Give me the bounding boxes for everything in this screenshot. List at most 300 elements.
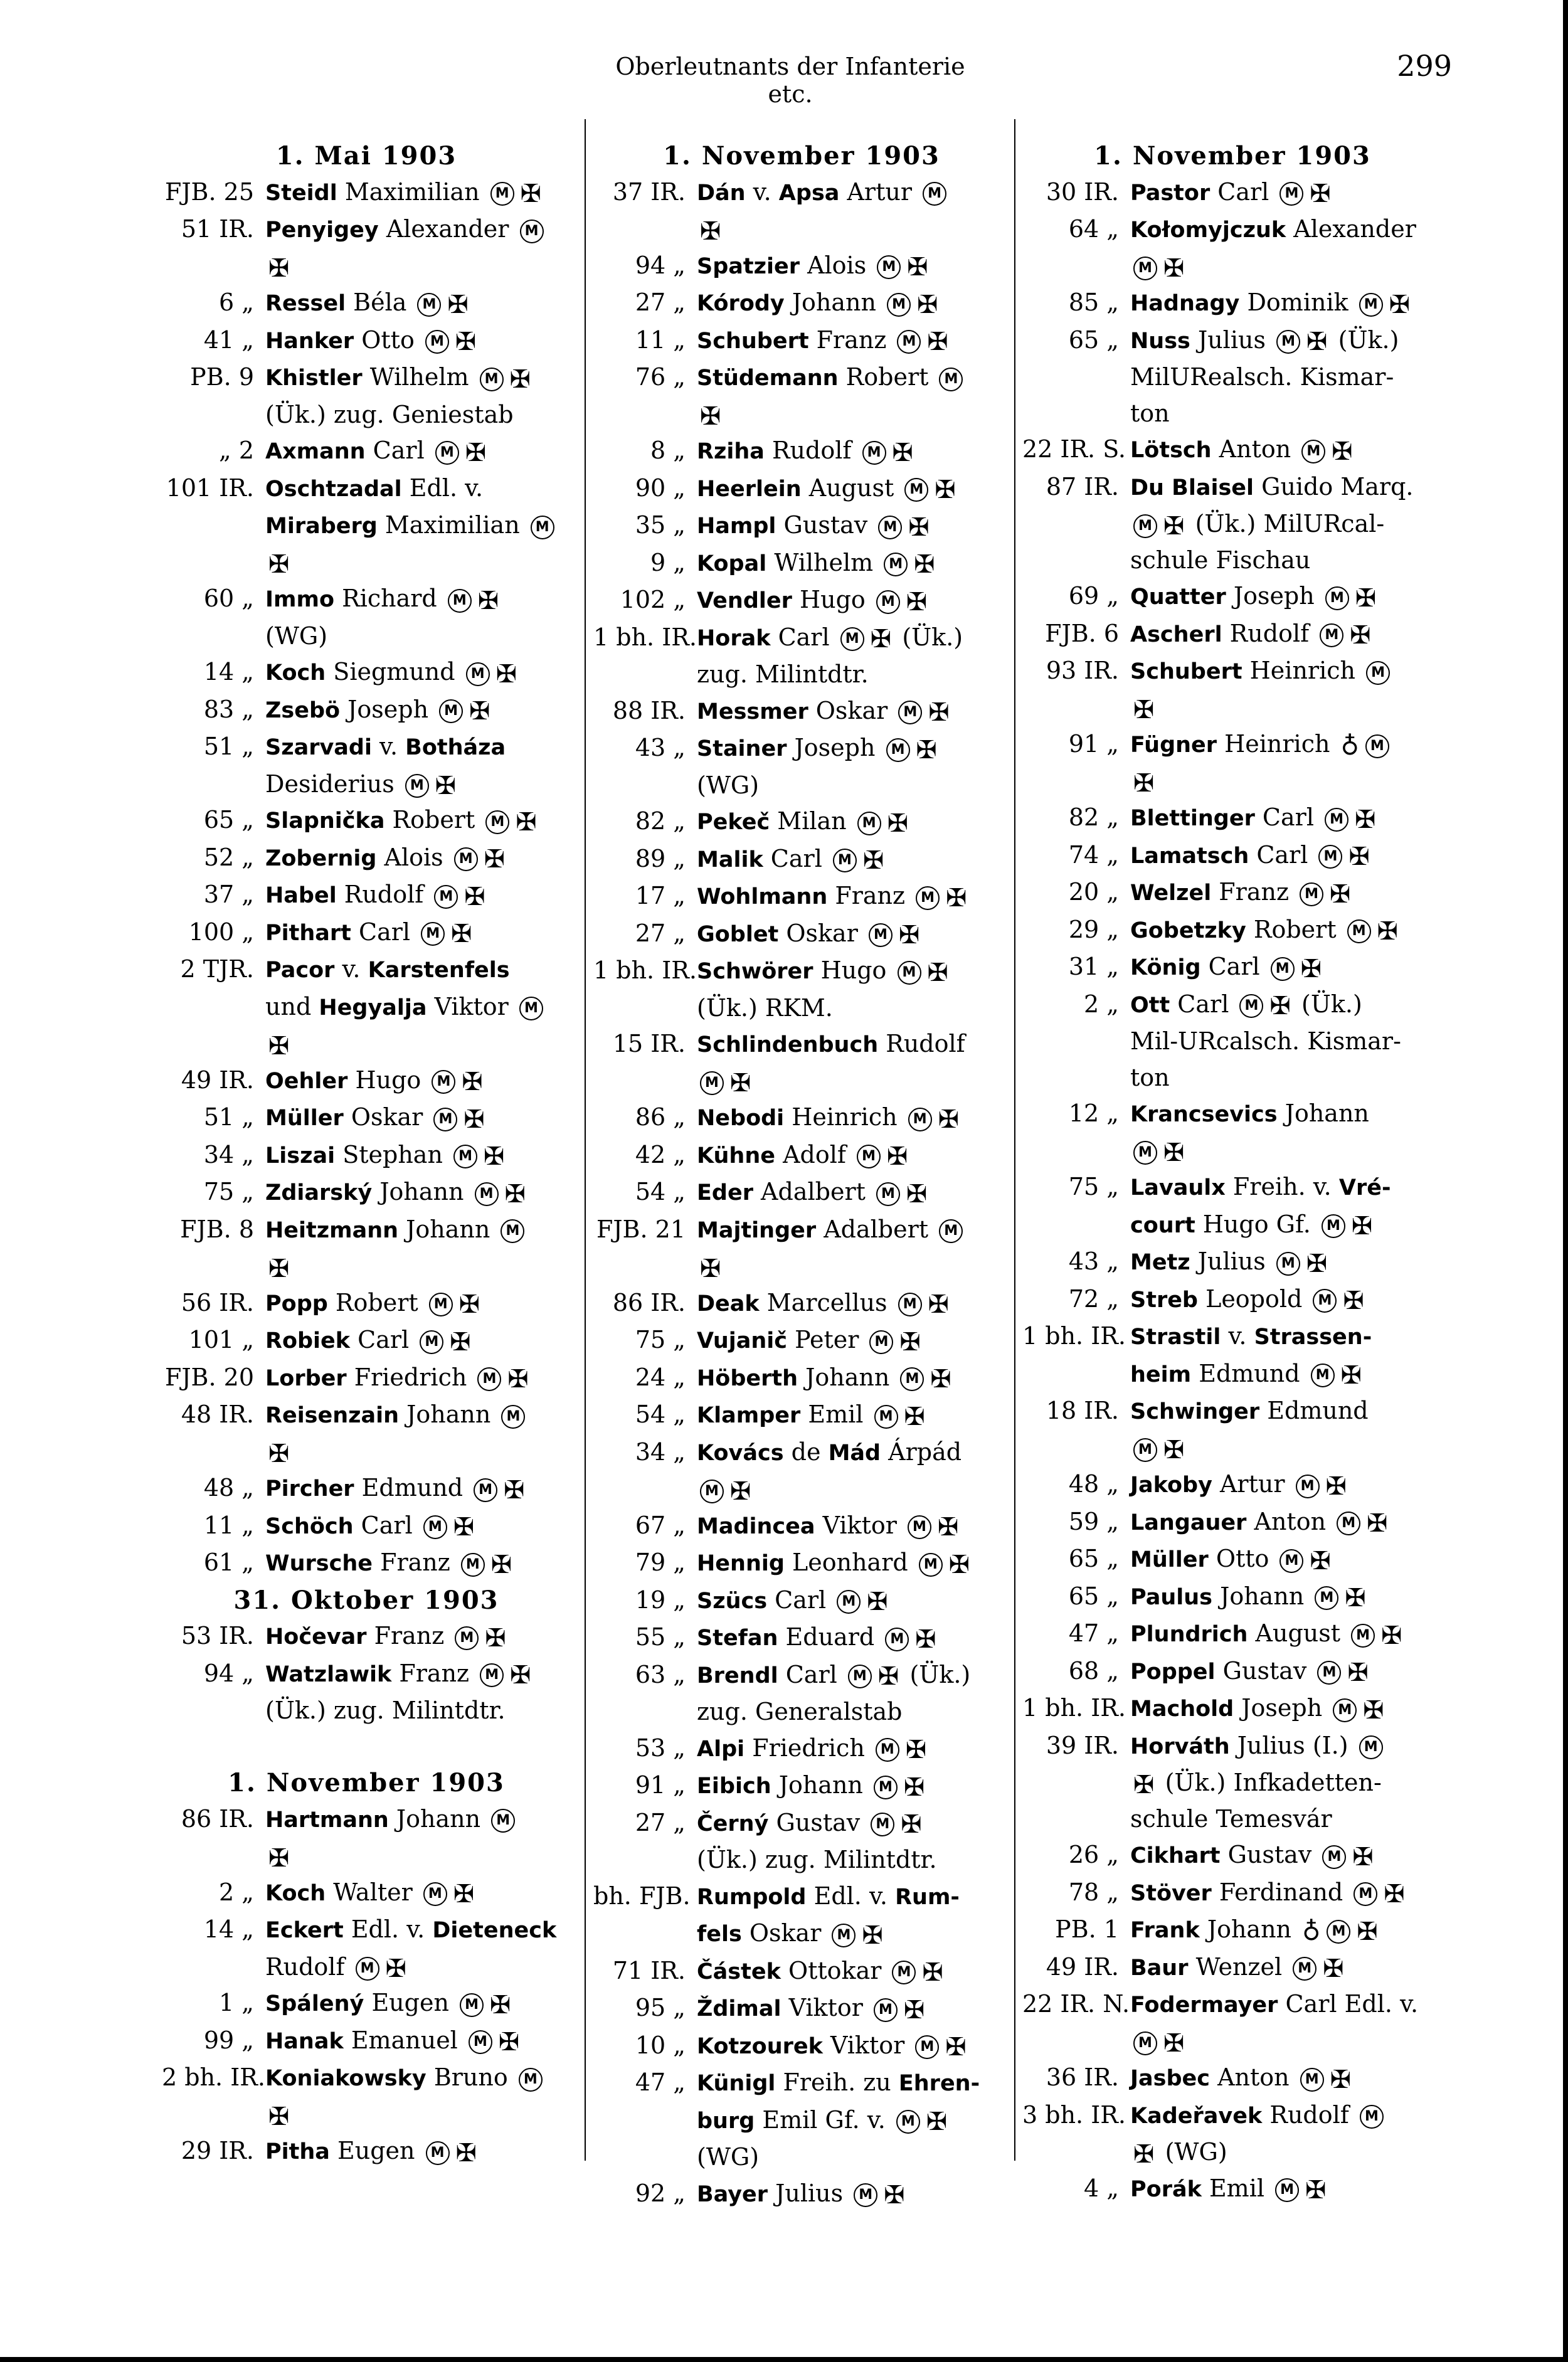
merit-m-icon: M	[520, 220, 544, 243]
merit-m-icon: M	[432, 1070, 455, 1094]
entry-detail: Franz	[808, 326, 894, 354]
entry-detail: Julius	[1190, 1247, 1273, 1275]
list-entry	[593, 1657, 1010, 1730]
entry-line	[1130, 469, 1443, 507]
cross-decoration-icon: ✠	[1310, 179, 1331, 208]
cross-decoration-icon: ✠	[898, 921, 920, 950]
merit-m-icon: M	[356, 1957, 379, 1981]
list-entry	[593, 433, 1010, 470]
regiment-label: 48 „	[203, 1474, 254, 1501]
list-entry	[1022, 1690, 1443, 1728]
merit-m-icon: M	[833, 849, 857, 872]
regiment-label: 82 „	[1068, 803, 1119, 831]
cross-decoration-icon: ✠	[1133, 2139, 1155, 2169]
cross-decoration-icon: ✠	[1389, 290, 1411, 319]
merit-m-icon: M	[1320, 623, 1343, 647]
merit-m-icon: M	[1315, 1586, 1338, 1610]
surname: Porák	[1130, 2176, 1202, 2202]
list-entry	[593, 1026, 1010, 1099]
entry-line	[1130, 1541, 1443, 1579]
merit-m-icon: M	[923, 182, 946, 206]
entry-text	[697, 620, 1010, 693]
list-entry	[162, 1985, 571, 2023]
merit-m-icon: M	[1279, 182, 1303, 206]
entry-line	[697, 1953, 1010, 1991]
regiment-label: 65 „	[1068, 1582, 1119, 1610]
regiment-label: 82 „	[635, 807, 686, 835]
cross-decoration-icon: ✠	[516, 807, 537, 837]
surname: Pithart	[265, 920, 351, 946]
entry-detail: Viktor	[426, 992, 516, 1020]
surname: Lorber	[265, 1365, 347, 1391]
cross-decoration-icon: ✠	[884, 2181, 905, 2210]
regiment-label: 95 „	[635, 1994, 686, 2021]
entry-text	[265, 877, 571, 914]
surname: Pitha	[265, 2139, 330, 2164]
entry-detail: v.	[371, 733, 406, 760]
cross-decoration-icon: ✠	[892, 438, 914, 467]
surname: Jasbec	[1130, 2066, 1210, 2091]
entry-detail: Bruno	[426, 2063, 516, 2091]
regiment-label: 61 „	[203, 1549, 254, 1576]
entry-text	[697, 174, 1010, 248]
entry-text	[265, 1618, 571, 1656]
cross-decoration-icon: ✠	[887, 1142, 908, 1171]
list-entry	[593, 693, 1010, 731]
surname: Eckert	[265, 1918, 344, 1943]
entry-line	[1130, 1281, 1443, 1319]
entry-line	[265, 1508, 571, 1545]
list-entry	[1022, 1318, 1443, 1393]
entry-line	[1130, 211, 1443, 249]
entry-text	[1130, 837, 1443, 875]
entry-detail: v.	[1221, 1322, 1254, 1350]
entry-detail: Dominik	[1239, 289, 1356, 316]
regiment-label: 100 „	[188, 918, 254, 946]
entry-detail: Adalbert	[753, 1178, 873, 1205]
entry-line	[697, 1990, 1010, 2028]
list-entry	[593, 2065, 1010, 2176]
cross-decoration-icon: ✠	[938, 1104, 960, 1134]
merit-m-icon: M	[939, 1219, 963, 1243]
list-entry	[593, 2176, 1010, 2213]
surname: Rumpold	[697, 1884, 807, 1910]
surname: Wursche	[265, 1551, 373, 1576]
merit-m-icon: M	[871, 1813, 894, 1836]
list-entry	[1022, 653, 1443, 726]
entry-detail: Gustav	[1220, 1841, 1320, 1868]
merit-m-icon: M	[840, 627, 864, 651]
regiment-label: 78 „	[1068, 1878, 1119, 1906]
entry-line	[697, 433, 1010, 470]
merit-m-icon: M	[1325, 808, 1348, 832]
list-entry	[1022, 800, 1443, 837]
entry-detail: (Ük.) zug. Geniestab	[265, 400, 514, 428]
entry-detail: Friedrich	[346, 1363, 475, 1391]
entry-text	[697, 507, 1010, 545]
entry-detail: Johann	[398, 1215, 498, 1243]
surname: Robiek	[265, 1328, 351, 1353]
entry-text	[697, 1137, 1010, 1175]
list-entry	[1022, 726, 1443, 800]
entry-line	[697, 1249, 1010, 1285]
surname: Částek	[697, 1959, 781, 1984]
entry-line	[697, 803, 1010, 841]
list-entry	[1022, 837, 1443, 875]
entry-line	[265, 1618, 571, 1656]
entry-text	[1130, 1912, 1443, 1949]
regiment-label: 22 IR. N.	[1022, 1990, 1130, 2018]
merit-m-icon: M	[1318, 845, 1342, 869]
surname: Zsebö	[265, 697, 341, 723]
merit-m-icon: M	[916, 886, 940, 910]
surname: Frank	[1130, 1918, 1200, 1943]
entry-detail: August	[801, 474, 902, 502]
entry-line	[265, 1545, 571, 1582]
merit-m-icon: M	[1293, 1957, 1316, 1981]
regiment-label: FJB. 25	[164, 177, 254, 206]
cross-decoration-icon: ✠	[937, 1513, 959, 1542]
merit-m-icon: M	[1365, 734, 1389, 758]
cross-decoration-icon: ✠	[1347, 1658, 1369, 1687]
entry-text	[697, 878, 1010, 916]
entry-line	[265, 2060, 571, 2097]
cross-decoration-icon: ✠	[1163, 2029, 1185, 2058]
entry-line	[697, 1545, 1010, 1582]
entry-line	[265, 2133, 571, 2171]
entry-text	[1130, 912, 1443, 950]
merit-m-icon: M	[915, 2035, 939, 2059]
orb-icon: ♁	[1340, 731, 1359, 761]
cross-decoration-icon: ✠	[1306, 327, 1328, 356]
list-entry	[1022, 1504, 1443, 1542]
list-entry	[593, 1212, 1010, 1285]
regiment-label: 47 „	[1068, 1619, 1119, 1647]
list-entry	[593, 1730, 1010, 1768]
entry-line	[1130, 874, 1443, 912]
entry-detail: (WG)	[265, 622, 328, 650]
entry-detail: ton	[1130, 399, 1170, 427]
entry-detail: Guido Marq.	[1254, 472, 1414, 500]
surname: Liszai	[265, 1143, 336, 1168]
surname: Heitzmann	[265, 1217, 399, 1243]
surname: Kühne	[697, 1143, 775, 1168]
entry-detail: Carl	[763, 844, 830, 872]
list-entry	[162, 1545, 571, 1582]
entry-text	[697, 545, 1010, 583]
entry-detail: Emil	[800, 1401, 871, 1428]
entry-detail: Carl	[770, 623, 837, 651]
entry-line	[697, 1619, 1010, 1657]
surname: Vré-	[1338, 1175, 1391, 1200]
entry-detail: Carl	[767, 1586, 834, 1614]
surname: Hampl	[697, 514, 776, 539]
entry-line	[265, 1912, 571, 1949]
entry-line	[697, 878, 1010, 916]
list-entry	[593, 1322, 1010, 1360]
surname: Slapnička	[265, 808, 385, 834]
merit-m-icon: M	[1313, 1289, 1337, 1313]
entry-detail: Anton	[1210, 2063, 1297, 2091]
cross-decoration-icon: ✠	[451, 919, 472, 948]
entry-detail: (Ük.)	[902, 1660, 971, 1688]
entry-line	[1130, 1690, 1443, 1728]
entry-detail: Anton	[1211, 435, 1299, 463]
surname: Stainer	[697, 736, 787, 761]
entry-detail: Alexander	[378, 215, 517, 243]
cross-decoration-icon: ✠	[455, 2138, 477, 2168]
entry-text	[1130, 1690, 1443, 1728]
list-entry	[162, 692, 571, 729]
entry-text	[1130, 1986, 1443, 2060]
cross-decoration-icon: ✠	[453, 1513, 475, 1542]
entry-detail: (Ük.) RKM.	[697, 993, 833, 1022]
list-entry	[593, 1174, 1010, 1212]
entry-text	[265, 840, 571, 877]
regiment-label: FJB. 6	[1045, 619, 1119, 647]
surname: Habel	[265, 883, 337, 908]
surname: Apsa	[778, 180, 840, 206]
entry-line	[265, 1470, 571, 1508]
regiment-label: 47 „	[635, 2068, 686, 2096]
list-entry	[593, 1508, 1010, 1545]
running-title: Oberleutnants der Infanterie etc.	[615, 53, 965, 108]
entry-line	[1130, 1096, 1443, 1133]
entry-text	[697, 1360, 1010, 1397]
list-entry	[162, 802, 571, 840]
regiment-label: 48 IR.	[181, 1401, 254, 1428]
entry-text	[1130, 800, 1443, 837]
entry-detail: de	[783, 1438, 829, 1466]
list-entry	[593, 803, 1010, 841]
cross-decoration-icon: ✠	[490, 1990, 511, 2020]
entry-text	[265, 2023, 571, 2060]
entry-detail: Béla	[346, 289, 415, 316]
entry-detail: zug. Milintdtr.	[697, 660, 869, 688]
cross-decoration-icon: ✠	[464, 1104, 485, 1134]
entry-text	[1130, 469, 1443, 579]
regiment-label: 1 „	[219, 1989, 254, 2016]
regiment-label: 27 „	[635, 289, 686, 316]
entry-line	[1130, 1579, 1443, 1616]
cross-decoration-icon: ✠	[935, 475, 956, 504]
surname: Hegyalja	[319, 995, 427, 1020]
entry-line	[265, 581, 571, 618]
surname: Karstenfels	[368, 958, 510, 983]
entry-line	[697, 2139, 1010, 2176]
entry-detail: Rudolf	[878, 1030, 965, 1057]
surname: Černý	[697, 1811, 769, 1836]
list-entry	[162, 1174, 571, 1212]
surname: Szücs	[697, 1588, 768, 1614]
regiment-label: 2 „	[219, 1878, 254, 1906]
entry-line	[265, 2097, 571, 2134]
column-rule	[1014, 119, 1015, 2161]
surname: Popp	[265, 1291, 328, 1316]
cross-decoration-icon: ✠	[915, 1624, 936, 1654]
entry-line	[1130, 1431, 1443, 1467]
entry-text	[265, 1508, 571, 1545]
list-entry	[162, 1099, 571, 1137]
entry-line	[697, 1174, 1010, 1212]
entry-line	[265, 433, 571, 470]
list-entry	[1022, 912, 1443, 950]
merit-m-icon: M	[491, 1809, 515, 1833]
entry-detail: zug. Generalstab	[697, 1698, 903, 1725]
merit-m-icon: M	[862, 441, 886, 465]
entry-detail: Rudolf	[764, 437, 859, 464]
entry-line	[265, 654, 571, 692]
merit-m-icon: M	[461, 1553, 485, 1577]
entry-line	[697, 1137, 1010, 1175]
surname: Dieteneck	[432, 1918, 557, 1943]
regiment-label: 65 „	[1068, 326, 1119, 354]
list-entry	[593, 1805, 1010, 1878]
regiment-label: 29 IR.	[181, 2137, 254, 2164]
surname: Welzel	[1130, 881, 1212, 906]
entry-detail: (WG)	[697, 771, 760, 799]
cross-decoration-icon: ✠	[477, 586, 499, 615]
section-heading: 1. November 1903	[1094, 141, 1371, 171]
entry-line	[1130, 2134, 1443, 2171]
cross-decoration-icon: ✠	[504, 1179, 526, 1209]
merit-m-icon: M	[1366, 661, 1390, 685]
entry-detail: Carl	[1170, 990, 1237, 1018]
entry-detail: Robert	[384, 806, 483, 834]
merit-m-icon: M	[892, 1961, 916, 1984]
entry-line	[1130, 1207, 1443, 1244]
cross-decoration-icon: ✠	[1355, 805, 1376, 834]
entry-line	[697, 1805, 1010, 1843]
entry-text	[697, 841, 1010, 879]
list-entry	[593, 620, 1010, 693]
entry-line	[1130, 1875, 1443, 1912]
entry-line	[265, 1985, 571, 2023]
surname: Schubert	[697, 328, 809, 354]
entry-line	[265, 1801, 571, 1839]
merit-m-icon: M	[435, 441, 459, 465]
merit-m-icon: M	[1317, 1661, 1341, 1685]
cross-decoration-icon: ✠	[1350, 621, 1371, 650]
entry-text	[697, 1805, 1010, 1878]
cross-decoration-icon: ✠	[453, 1880, 475, 1909]
cross-decoration-icon: ✠	[905, 1735, 927, 1764]
cross-decoration-icon: ✠	[862, 846, 884, 875]
merit-m-icon: M	[477, 1367, 501, 1391]
merit-m-icon: M	[896, 2110, 920, 2134]
entry-line	[697, 507, 1010, 545]
entry-line	[1130, 1728, 1443, 1766]
list-entry	[1022, 874, 1443, 912]
surname: Ždimal	[697, 1996, 781, 2021]
entry-line	[265, 322, 571, 360]
surname: Alpi	[697, 1736, 745, 1762]
surname: heim	[1130, 1362, 1192, 1387]
entry-detail: Hugo Gf.	[1195, 1210, 1318, 1238]
cross-decoration-icon: ✠	[1269, 992, 1291, 1020]
entry-detail: MilURealsch. Kismar-	[1130, 363, 1394, 391]
entry-detail: Alois	[799, 251, 874, 279]
merit-m-icon: M	[1239, 994, 1263, 1018]
surname: Watzlawik	[265, 1661, 392, 1687]
entry-detail: Emanuel	[343, 2026, 465, 2054]
surname: Koch	[265, 1880, 326, 1906]
entry-text	[265, 470, 571, 581]
regiment-label: 37 IR.	[612, 177, 686, 206]
entry-detail: Alexander	[1286, 215, 1416, 243]
surname: Müller	[265, 1106, 344, 1131]
regiment-label: 31 „	[1068, 953, 1119, 980]
cross-decoration-icon: ✠	[268, 1439, 290, 1468]
list-entry	[162, 1397, 571, 1470]
entry-detail: Robert	[327, 1288, 426, 1316]
merit-m-icon: M	[423, 1882, 447, 1906]
merit-m-icon: M	[1276, 1252, 1300, 1276]
entry-detail: Johann	[388, 1804, 489, 1833]
cross-decoration-icon: ✠	[948, 1550, 970, 1579]
entry-text	[697, 248, 1010, 285]
entry-line	[697, 990, 1010, 1027]
cross-decoration-icon: ✠	[1133, 1770, 1155, 1799]
entry-detail: Johann	[1212, 1582, 1312, 1610]
cross-decoration-icon: ✠	[485, 1623, 506, 1653]
surname: Kotzourek	[697, 2033, 823, 2059]
regiment-label: 19 „	[635, 1586, 686, 1614]
entry-detail: Alois	[376, 843, 451, 871]
entry-detail: (Ük.)	[1293, 990, 1362, 1018]
entry-line	[697, 1026, 1010, 1064]
entry-text	[1130, 1393, 1443, 1466]
list-entry	[1022, 1096, 1443, 1169]
entry-detail: Joseph	[340, 695, 437, 723]
entry-line	[697, 285, 1010, 322]
column-1	[162, 138, 571, 2171]
cross-decoration-icon: ✠	[1340, 1361, 1362, 1390]
entry-text	[265, 359, 571, 433]
regiment-label: „ 2	[219, 437, 254, 464]
list-entry	[1022, 987, 1443, 1096]
regiment-label: 90 „	[635, 474, 686, 502]
cross-decoration-icon: ✠	[908, 512, 930, 542]
cross-decoration-icon: ✠	[455, 327, 477, 356]
regiment-label: 92 „	[635, 2179, 686, 2207]
entry-detail: Johann	[771, 1771, 871, 1799]
list-entry	[1022, 432, 1443, 469]
list-entry	[593, 582, 1010, 620]
merit-m-icon: M	[837, 1590, 861, 1614]
cross-decoration-icon: ✠	[1332, 437, 1353, 466]
regiment-label: 53 „	[635, 1734, 686, 1762]
surname: Stöver	[1130, 1880, 1212, 1906]
entry-text	[265, 1985, 571, 2023]
surname: Schöch	[265, 1513, 354, 1539]
entry-line	[697, 545, 1010, 583]
regiment-label: 8 „	[650, 437, 686, 464]
merit-m-icon: M	[1322, 1845, 1346, 1869]
entry-text	[1130, 2171, 1443, 2208]
list-entry	[1022, 1837, 1443, 1875]
entry-text	[1130, 653, 1443, 726]
list-entry	[593, 507, 1010, 545]
regiment-label: 34 „	[203, 1140, 254, 1168]
regiment-label: PB. 9	[190, 363, 254, 391]
merit-m-icon: M	[898, 961, 921, 985]
merit-m-icon: M	[1275, 2178, 1299, 2202]
surname: Ressel	[265, 291, 346, 316]
cross-decoration-icon: ✠	[435, 771, 457, 800]
merit-m-icon: M	[1351, 1624, 1375, 1648]
regiment-label: 11 „	[203, 1511, 254, 1539]
